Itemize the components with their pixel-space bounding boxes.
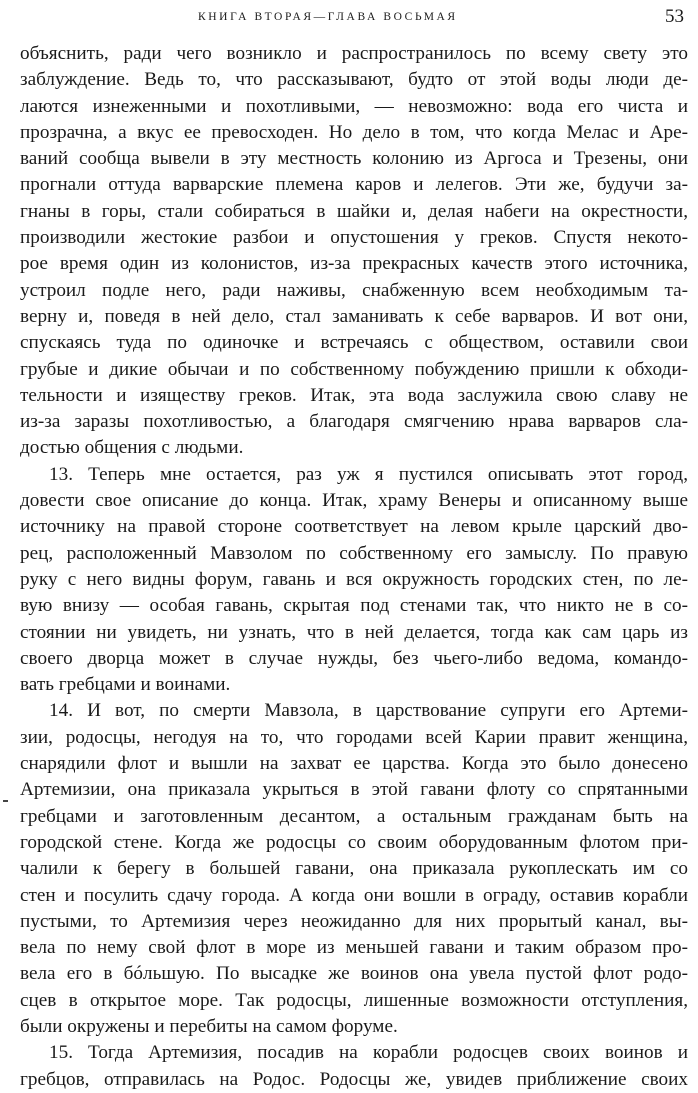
text-line: вела по нему свой флот в море из меньшей гавани и таким образом про- — [20, 937, 688, 959]
text-line: устроил подле него, ради наживы, снабженную всем необходимым та- — [20, 279, 688, 301]
text-line: лаются изнеженными и похотливыми, — невозможно: вода его чиста и — [20, 95, 688, 117]
text-line: спускаясь туда по одиночке и встречаясь с обществом, оставили свои — [20, 332, 688, 354]
text-line: руку с него видны форум, гавань и вся окружность городских стен, по ле- — [20, 568, 688, 590]
text-line: вую внизу — особая гавань, скрытая под стенами так, что никто не в со- — [20, 595, 688, 617]
page-number: 53 — [665, 6, 684, 27]
page-header — [0, 6, 698, 30]
text-line: сцев в открытое море. Так родосцы, лишенные возможности отступления, — [20, 989, 688, 1011]
text-line: пустыми, то Артемизия через неожиданно для них прорытый канал, вы- — [20, 910, 688, 932]
text-line: прогнали оттуда варварские племена каров и лелегов. Эти же, будучи за- — [20, 174, 688, 196]
text-line: вела его в бóльшую. По высадке же воинов она увела пустой флот родо- — [20, 963, 688, 985]
text-line: своего дворца может в случае нужды, без чьего-либо ведома, командо- — [20, 647, 688, 669]
text-line: стен и посулить сдачу города. А когда они вошли в ограду, оставив корабли — [20, 884, 688, 906]
text-line: гребцов, отправилась на Родос. Родосцы же, увидев приближение своих — [20, 1068, 688, 1090]
text-line: гнаны в горы, стали собираться в шайки и, делая набеги на окрестности, — [20, 200, 688, 222]
text-line: объяснить, ради чего возникло и распространилось по всему свету это — [20, 43, 688, 64]
text-line: снарядили флот и вышли на захват ее царства. Когда это было донесено — [20, 753, 688, 775]
text-line: были окружены и перебиты на самом форуме. — [20, 1015, 398, 1037]
running-head: КНИГА ВТОРАЯ—ГЛАВА ВОСЬМАЯ — [198, 11, 458, 23]
text-line: вать гребцами и воинами. — [20, 674, 231, 696]
text-line: городской стене. Когда же родосцы со своим оборудованным флотом при- — [20, 831, 688, 853]
text-line: зии, родосцы, негодуя на то, что городами всей Карии правит женщина, — [20, 726, 688, 748]
text-line: тельности и изяществу греков. Итак, эта вода заслужила свою славу не — [20, 384, 688, 406]
text-line: прозрачна, а вкус ее превосходен. Но дело в том, что когда Мелас и Аре- — [20, 121, 688, 143]
text-line: стоянии ни увидеть, ни узнать, что в ней делается, тогда как сам царь из — [20, 621, 688, 643]
paragraph-15-first-line: 15. Тогда Артемизия, посадив на корабли родосцев своих воинов и — [49, 1042, 688, 1064]
text-line: источнику на правой стороне соответствует на левом крыле царский дво- — [20, 516, 688, 538]
text-line: гребцами и заготовленным десантом, а остальным гражданам быть на — [20, 805, 688, 827]
paragraph-14-first-line: 14. И вот, по смерти Мавзола, в царствование супруги его Артеми- — [49, 700, 688, 722]
text-line: достью общения с людьми. — [20, 437, 244, 459]
text-line: рое время один из колонистов, из-за прекрасных качеств этого источника, — [20, 253, 688, 275]
text-line: Артемизии, она приказала укрыться в этой гавани флоту со спрятанными — [20, 779, 688, 801]
paragraph-13-first-line: 13. Теперь мне остается, раз уж я пустился описывать этот город, — [49, 463, 688, 485]
text-line: верну и, поведя в ней дело, стал заманивать к себе варваров. И вот они, — [20, 305, 688, 327]
text-line: грубые и дикие обычаи и по собственному побуждению пришли к обходи- — [20, 358, 688, 380]
text-line: чалили к берегу в большей гавани, она приказала рукоплескать им со — [20, 858, 688, 880]
text-line: производили жестокие разбои и опустошения у греков. Спустя некото- — [20, 227, 688, 249]
body-text — [20, 41, 688, 1093]
text-line: заблуждение. Ведь то, что рассказывают, будто от этой воды люди де- — [20, 69, 688, 91]
margin-mark — [3, 800, 8, 802]
text-line: довести свое описание до конца. Итак, храму Венеры и описанному выше — [20, 490, 688, 512]
text-line: ваний сообща вывели в эту местность колонию из Аргоса и Трезены, они — [20, 148, 688, 170]
text-line: из-за заразы похотливостью, а благодаря смягчению нрава варваров сла- — [20, 411, 688, 433]
text-line: рец, расположенный Мавзолом по собственному его замыслу. По правую — [20, 542, 688, 564]
